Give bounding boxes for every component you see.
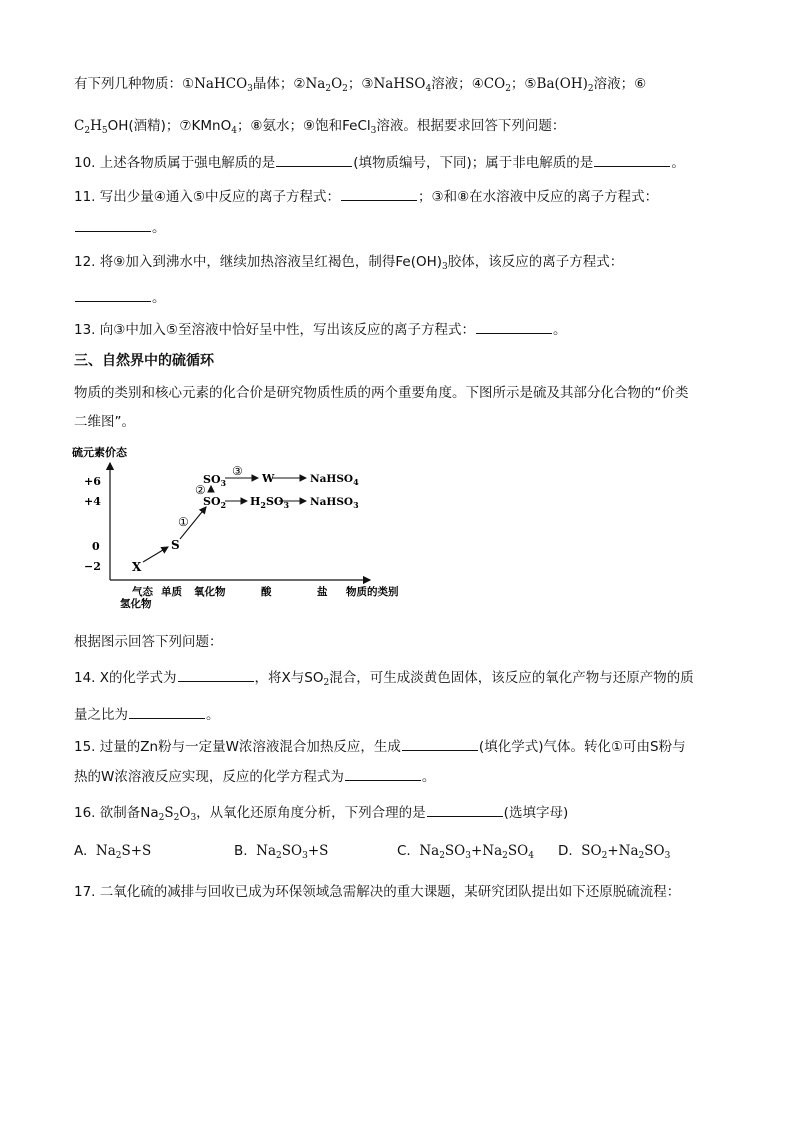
question-12: 12. 将⑨加入到沸水中，继续加热溶液呈红褐色，制得$Fe(OH)_3$胶体，该反应的离子方程式： [74, 254, 624, 272]
mark-2: ② [195, 483, 206, 497]
answer-blank[interactable] [594, 153, 670, 167]
x-tick-label: 单质 [161, 586, 182, 598]
x-tick-label: 氧化物 [194, 586, 226, 598]
answer-blank[interactable] [276, 153, 352, 167]
question-15-cont: 热的W浓溶液反应实现，反应的化学方程式为 。 [74, 769, 436, 785]
intro-line-2: $C_2H_5OH$(酒精)；⑦KMnO$_4$；⑧氨水；⑨饱和FeCl$_3$溶液。根据要求回答下列问题： [74, 118, 566, 136]
paragraph-line-2: 二维图”。 [74, 414, 135, 430]
node-s: S [171, 538, 180, 552]
x-tick-label: 酸 [261, 586, 272, 598]
node-w: W [262, 472, 275, 485]
mark-1: ① [178, 515, 189, 529]
section-heading: 三、自然界中的硫循环 [74, 353, 214, 369]
question-16: 16. 欲制备$Na_2S_2O_3$，从氧化还原角度分析，下列合理的是 (选填字母) [74, 805, 569, 823]
answer-intro: 根据图示回答下列问题： [74, 634, 223, 650]
sulfur-valence-category-diagram [70, 441, 430, 613]
option-d[interactable]: D. $SO_2+Na_2SO_3$ [558, 843, 671, 861]
x-tick-label: 盐 [317, 586, 328, 598]
y-tick-label: +4 [84, 495, 101, 508]
answer-blank[interactable] [129, 705, 205, 719]
node-so3: $SO_3$ [203, 473, 227, 488]
node-nahso4: NaHSO$_4$ [310, 473, 359, 487]
x-axis-label: 物质的类别 [346, 586, 399, 598]
question-10: 10. 上述各物质属于强电解质的是 (填物质编号，下同)；属于非电解质的是 。 [74, 155, 685, 171]
y-tick-label: 0 [92, 540, 100, 553]
y-tick-label: +6 [84, 475, 101, 488]
node-x: X [132, 560, 142, 574]
intro-line-1: 有下列几种物质：①NaHCO$_3$晶体；$②Na_2O_2$；③NaHSO$_4$溶液；$④CO_2$；$⑤Ba(OH)_2$溶液；⑥ [74, 76, 647, 94]
x-tick-label: 氢化物 [120, 598, 152, 610]
question-13: 13. 向③中加入⑤至溶液中恰好呈中性，写出该反应的离子方程式： 。 [74, 322, 567, 338]
y-tick-label: −2 [84, 560, 101, 573]
answer-blank[interactable] [345, 767, 421, 781]
mark-3: ③ [232, 464, 243, 478]
answer-blank[interactable] [476, 320, 552, 334]
arrow-x-to-s [143, 547, 168, 562]
question-11-cont: 。 [74, 216, 166, 236]
question-14-cont: 量之比为 。 [74, 707, 220, 723]
node-so2: $SO_2$ [203, 495, 227, 510]
question-11: 11. 写出少量④通入⑤中反应的离子方程式： ；③和⑧在水溶液中反应的离子方程式： [74, 189, 659, 205]
answer-blank[interactable] [75, 288, 151, 302]
y-axis-label: 硫元素价态 [72, 446, 127, 459]
answer-blank[interactable] [427, 803, 503, 817]
paragraph-line-1: 物质的类别和核心元素的化合价是研究物质性质的两个重要角度。下图所示是硫及其部分化合物的“价类 [74, 385, 689, 401]
answer-blank[interactable] [402, 737, 478, 751]
option-c[interactable]: C. $Na_2SO_3+Na_2SO_4$ [397, 843, 534, 861]
x-tick-label: 气态 [132, 586, 153, 598]
question-12-cont: 。 [74, 286, 166, 306]
question-15: 15. 过量的Zn粉与一定量W浓溶液混合加热反应，生成 (填化学式)气体。转化①可由S粉与 [74, 739, 686, 755]
option-b[interactable]: B. $Na_2SO_3+S$ [234, 843, 329, 861]
option-a[interactable]: A. $Na_2S+S$ [74, 843, 152, 861]
answer-blank[interactable] [178, 668, 254, 682]
question-17: 17. 二氧化硫的减排与回收已成为环保领域急需解决的重大课题，某研究团队提出如下还原脱硫流程： [74, 884, 681, 900]
answer-blank[interactable] [75, 218, 151, 232]
node-h2so3: $H_2SO_3$ [250, 495, 290, 510]
question-14: 14. X的化学式为 ，将X与$SO_2$混合，可生成淡黄色固体，该反应的氧化产物与还原产物的质 [74, 670, 694, 688]
node-nahso3: NaHSO$_3$ [310, 496, 359, 510]
answer-blank[interactable] [341, 187, 417, 201]
